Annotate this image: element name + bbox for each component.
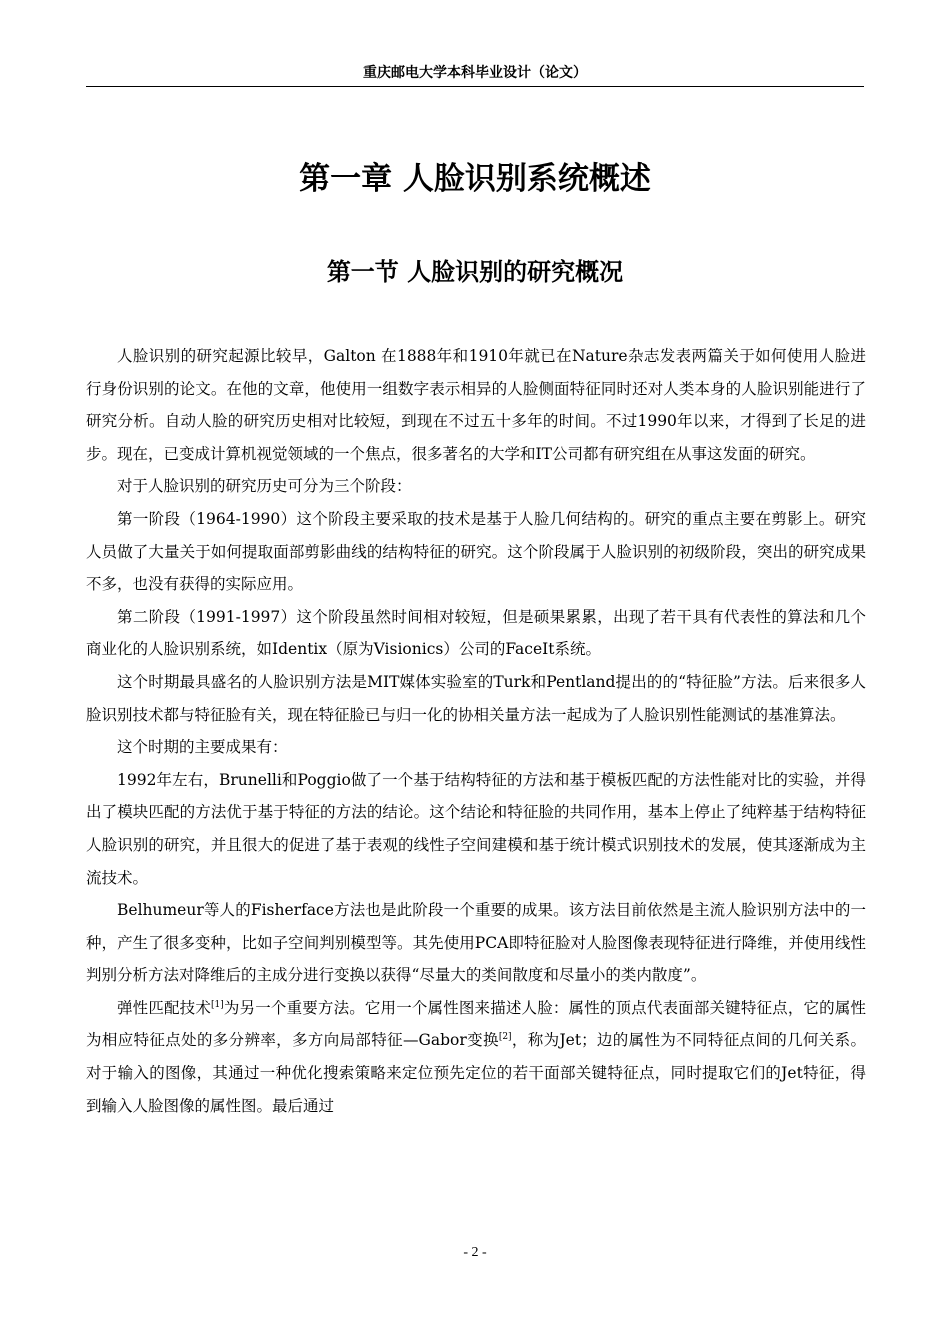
page-header: 重庆邮电大学本科毕业设计（论文） bbox=[86, 62, 864, 87]
section-title: 第一节 人脸识别的研究概况 bbox=[326, 258, 624, 286]
paragraph-stages-intro: 对于人脸识别的研究历史可分为三个阶段： bbox=[117, 477, 412, 496]
elastic-text-part3: ，称为Jet；边的属性为不同特征点间的几何关系。对于输入的图像，其通过一种优化搜索策略来定位预先定位的若干面部关键特征点，同时提取它们的Jet特征，得到输入人脸图像的属性图。最后通过 bbox=[86, 1031, 866, 1115]
elastic-text-part2: 为另一个重要方法。它用一个属性图来描述人脸：属性的顶点代表面部关键特征点，它的属性为相应特征点处的多分辨率，多方向局部特征—Gabor变换 bbox=[86, 998, 866, 1050]
citation-ref-2: [2] bbox=[498, 1032, 512, 1043]
citation-ref-1: [1] bbox=[211, 999, 224, 1010]
paragraph-stage-two: 第二阶段（1991-1997）这个阶段虽然时间相对较短，但是硕果累累，出现了若干具有代表性的算法和几个商业化的人脸识别系统，如Identix（原为Visionics）公司的FaceIt系统。 bbox=[86, 607, 866, 659]
paragraph-brunelli-poggio: 1992年左右，Brunelli和Poggio做了一个基于结构特征的方法和基于模板匹配的方法性能对比的实验，并得出了模块匹配的方法优于基于特征的方法的结论。这个结论和特征脸的共同作用，基本上停止了纯粹基于结构特征人脸识别的研究，并且很大的促进了基于表观的线性子空间建模和基于统计模式识别技术的发展，使其逐渐成为主流技术。 bbox=[86, 770, 866, 887]
page-number: - 2 - bbox=[463, 1245, 487, 1260]
paragraph-fisherface: Belhumeur等人的Fisherface方法也是此阶段一个重要的成果。该方法目前依然是主流人脸识别方法中的一种，产生了很多变种，比如子空间判别模型等。其先使用PCA即特征脸对人脸图像表现特征进行降维，并使用线性判别分析方法对降维后的主成分进行变换以获得“尽量大的类间散度和尽量小的类内散度”。 bbox=[86, 901, 866, 985]
paragraph-intro: 人脸识别的研究起源比较早，Galton 在1888年和1910年就已在Nature杂志发表两篇关于如何使用人脸进行身份识别的论文。在他的文章，他使用一组数字表示相异的人脸侧面特征同时还对人类本身的人脸识别能进行了研究分析。自动人脸的研究历史相对比较短，到现在不过五十多年的时间。不过1990年以来，才得到了长足的进步。现在，已变成计算机视觉领域的一个焦点，很多著名的大学和IT公司都有研究组在从事这发面的研究。 bbox=[86, 347, 866, 463]
paragraph-achievements-intro: 这个时期的主要成果有： bbox=[117, 738, 288, 757]
paragraph-elastic-matching bbox=[86, 992, 866, 1122]
chapter-title: 第一章 人脸识别系统概述 bbox=[299, 161, 651, 197]
paragraph-stage-one: 第一阶段（1964-1990）这个阶段主要采取的技术是基于人脸几何结构的。研究的重点主要在剪影上。研究人员做了大量关于如何提取面部剪影曲线的结构特征的研究。这个阶段属于人脸识别的初级阶段，突出的研究成果不多，也没有获得的实际应用。 bbox=[86, 509, 866, 594]
body-text bbox=[86, 340, 866, 1122]
paragraph-eigenface: 这个时期最具盛名的人脸识别方法是MIT媒体实验室的Turk和Pentland提出的的“特征脸”方法。后来很多人脸识别技术都与特征脸有关，现在特征脸已与归一化的协相关量方法一起成为了人脸识别性能测试的基准算法。 bbox=[86, 672, 866, 724]
elastic-text-part1: 弹性匹配技术 bbox=[117, 998, 211, 1017]
